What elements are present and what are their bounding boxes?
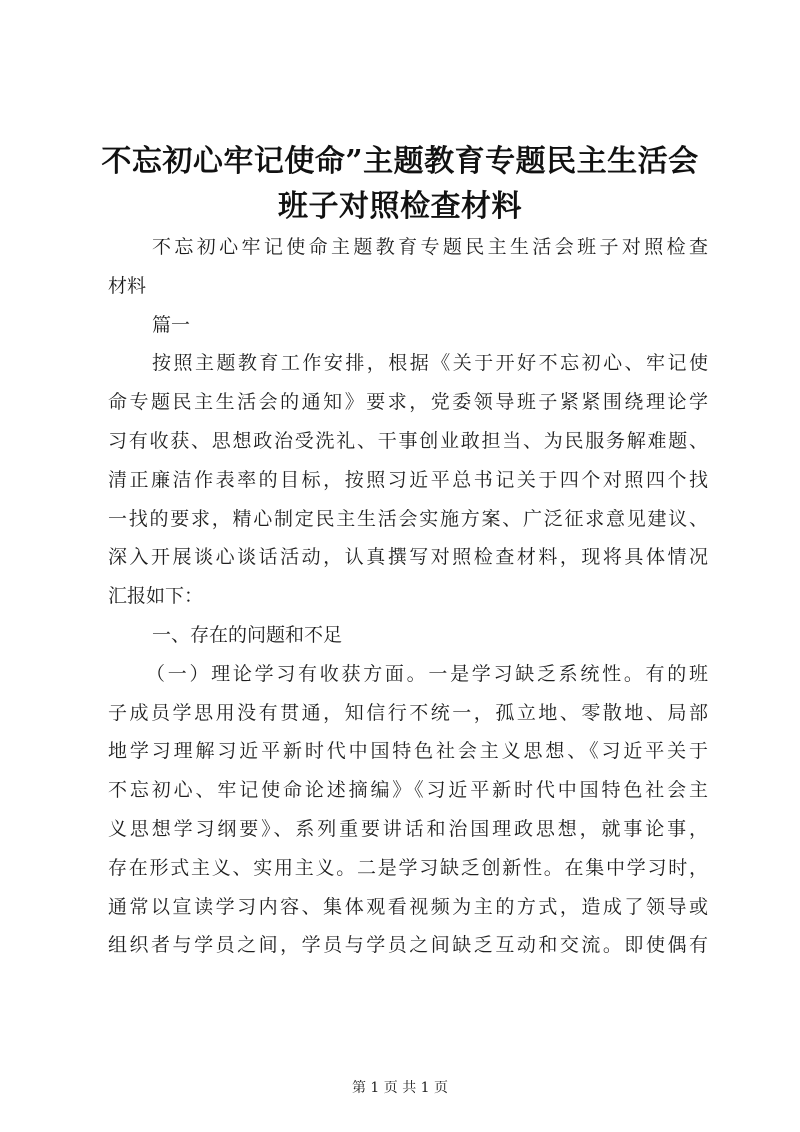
body-line: 清正廉洁作表率的目标，按照习近平总书记关于四个对照四个找 (108, 468, 708, 491)
document-title-line-2: 班子对照检查材料 (278, 189, 522, 224)
body-line: 不忘初心、牢记使命论述摘编》《习近平新时代中国特色社会主 (108, 779, 708, 802)
document-body (108, 228, 708, 965)
body-line: 存在形式主义、实用主义。二是学习缺乏创新性。在集中学习时， (108, 856, 708, 879)
body-line: 汇报如下： (108, 585, 204, 608)
section-heading: 一、存在的问题和不足 (152, 623, 343, 646)
body-line: 习有收获、思想政治受洗礼、干事创业敢担当、为民服务解难题、 (108, 429, 708, 452)
body-line: 义思想学习纲要》、系列重要讲话和治国理政思想，就事论事， (108, 817, 708, 840)
body-line: （一）理论学习有收获方面。一是学习缺乏系统性。有的班 (146, 662, 708, 685)
section-heading: 篇一 (152, 313, 191, 336)
body-line: 一找的要求，精心制定民主生活会实施方案、广泛征求意见建议、 (108, 507, 708, 530)
page-footer: 第 1 页 共 1 页 (351, 1080, 449, 1096)
body-line: 通常以宣读学习内容、集体观看视频为主的方式，造成了领导或 (108, 895, 708, 918)
body-line: 材料 (108, 274, 147, 297)
body-line: 不忘初心牢记使命主题教育专题民主生活会班子对照检查 (152, 236, 708, 258)
body-line: 按照主题教育工作安排，根据《关于开好不忘初心、牢记使 (152, 352, 708, 375)
body-line: 地学习理解习近平新时代中国特色社会主义思想、《习近平关于 (108, 740, 708, 763)
body-line: 组织者与学员之间，学员与学员之间缺乏互动和交流。即使偶有 (108, 934, 708, 957)
body-line: 深入开展谈心谈话活动，认真撰写对照检查材料，现将具体情况 (108, 546, 708, 569)
document-title-line-1: 不忘初心牢记使命”主题教育专题民主生活会 (101, 144, 699, 179)
body-line: 命专题民主生活会的通知》要求，党委领导班子紧紧围绕理论学 (108, 391, 708, 414)
body-line: 子成员学思用没有贯通，知信行不统一，孤立地、零散地、局部 (108, 701, 708, 724)
